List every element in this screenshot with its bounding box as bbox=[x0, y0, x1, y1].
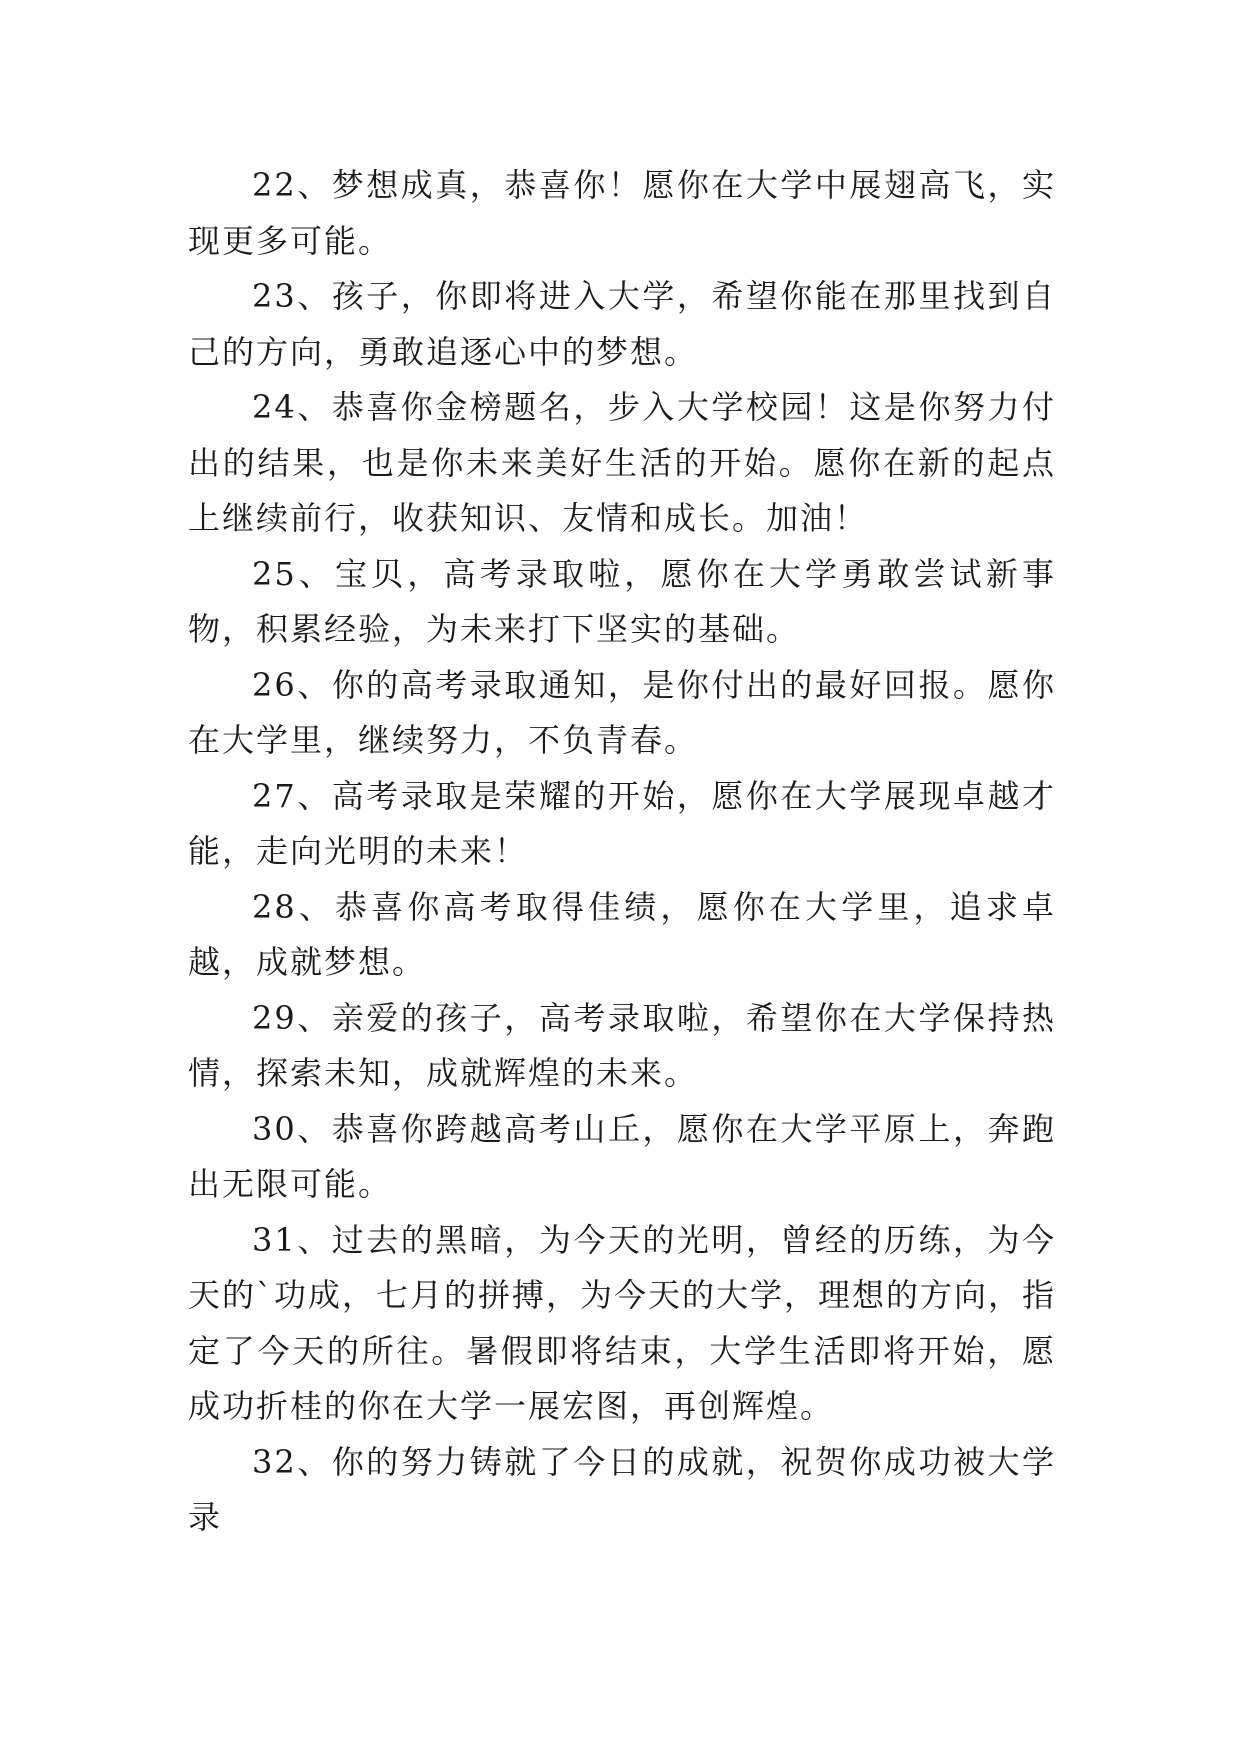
paragraph-30: 30、恭喜你跨越高考山丘，愿你在大学平原上，奔跑出无限可能。 bbox=[188, 1109, 1056, 1203]
paragraph-27: 27、高考录取是荣耀的开始，愿你在大学展现卓越才能，走向光明的未来！ bbox=[188, 776, 1056, 870]
paragraph-26: 26、你的高考录取通知，是你付出的最好回报。愿你在大学里，继续努力，不负青春。 bbox=[188, 665, 1056, 759]
paragraph-25: 25、宝贝，高考录取啦，愿你在大学勇敢尝试新事物，积累经验，为未来打下坚实的基础。 bbox=[188, 554, 1056, 648]
paragraph-24: 24、恭喜你金榜题名，步入大学校园！这是你努力付出的结果，也是你未来美好生活的开始。愿你在新的起点上继续前行，收获知识、友情和成长。加油！ bbox=[188, 388, 1056, 537]
document-body bbox=[188, 158, 1056, 1546]
paragraph-29: 29、亲爱的孩子，高考录取啦，希望你在大学保持热情，探索未知，成就辉煌的未来。 bbox=[188, 998, 1056, 1092]
paragraph-28: 28、恭喜你高考取得佳绩，愿你在大学里，追求卓越，成就梦想。 bbox=[188, 887, 1056, 981]
paragraph-32: 32、你的努力铸就了今日的成就，祝贺你成功被大学录 bbox=[188, 1442, 1056, 1536]
paragraph-23: 23、孩子，你即将进入大学，希望你能在那里找到自己的方向，勇敢追逐心中的梦想。 bbox=[188, 277, 1056, 371]
paragraph-22: 22、梦想成真，恭喜你！愿你在大学中展翅高飞，实现更多可能。 bbox=[188, 166, 1056, 260]
paragraph-31: 31、过去的黑暗，为今天的光明，曾经的历练，为今天的`功成，七月的拼搏，为今天的大学，理想的方向，指定了今天的所往。暑假即将结束，大学生活即将开始，愿成功折桂的你在大学一展宏图，再创辉煌。 bbox=[188, 1220, 1057, 1425]
